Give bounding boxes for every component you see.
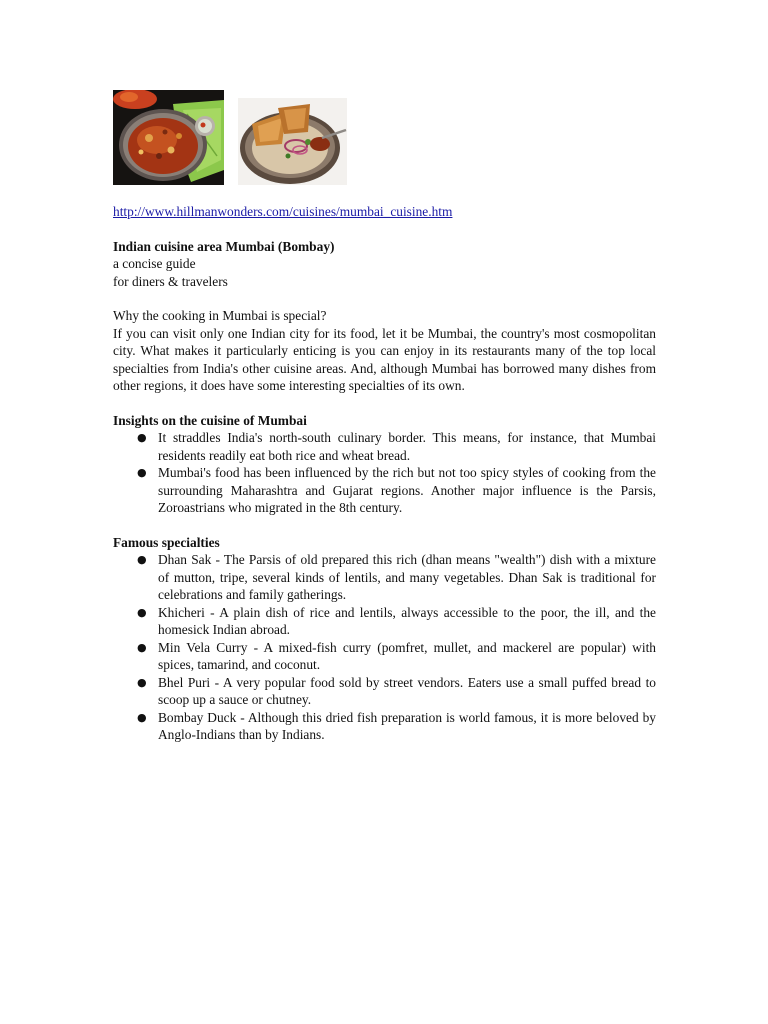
bullet-icon: ● [137,605,147,619]
insights-heading: Insights on the cuisine of Mumbai [113,412,307,428]
insights-section [113,412,656,517]
bullet-icon: ● [137,466,147,479]
list-item-text: It straddles India's north-south culinary border. This means, for instance, that Mumbai residents readily eat both rice and wheat bread. [158,430,656,463]
document-page [113,90,656,744]
why-paragraph: If you can visit only one Indian city for its food, let it be Mumbai, the country's most cosmopolitan city. What makes it particularly enticing is you can enjoy in its restaurants many of the top local specialties from India's other cuisine areas. And, although Mumbai has borrowed many dishes from other regions, it does have some interesting specialties of its own. [113,325,656,393]
list-item [113,639,656,674]
page-title: Indian cuisine area Mumbai (Bombay) [113,238,335,254]
list-item [113,709,656,744]
list-item-text: Mumbai's food has been influenced by the rich but not too spicy styles of cooking from the surrounding Maharashtra and Gujarat regions. Another major influence is the Parsis, Zoroastrians who migrated in the 8th century. [158,465,656,515]
source-link[interactable]: http://www.hillmanwonders.com/cuisines/mumbai_cuisine.htm [113,204,453,219]
subtitle-guide: a concise guide [113,256,196,271]
specialties-list [113,551,656,744]
subtitle-audience: for diners & travelers [113,273,228,289]
list-item-text: Dhan Sak - The Parsis of old prepared this rich (dhan means "wealth") dish with a mixture of mutton, tripe, several kinds of lentils, and many vegetables. Dhan Sak is traditional for celebrations and family gatherings. [158,552,656,602]
list-item [113,604,656,639]
list-item [113,429,656,464]
bullet-icon: ● [137,675,147,689]
list-item-text: Min Vela Curry - A mixed-fish curry (pomfret, mullet, and mackerel are popular) with spices, tamarind, and coconut. [158,639,656,672]
bullet-icon: ● [137,640,147,654]
list-item [113,551,656,604]
specialties-heading: Famous specialties [113,534,220,550]
list-item [113,464,656,517]
specialties-section [113,534,656,744]
why-question: Why the cooking in Mumbai is special? [113,308,327,323]
bullet-icon: ● [137,553,147,566]
list-item-text: Khicheri - A plain dish of rice and lentils, always accessible to the poor, the ill, and the homesick Indian abroad. [158,604,656,637]
bullet-icon: ● [137,431,147,444]
why-section [113,307,656,395]
bullet-icon: ● [137,710,147,724]
insights-list [113,429,656,517]
title-block [113,238,656,291]
list-item-text: Bhel Puri - A very popular food sold by street vendors. Eaters use a small puffed bread to scoop up a sauce or chutney. [158,674,656,707]
image-row [113,90,656,185]
list-item [113,674,656,709]
list-item-text: Bombay Duck - Although this dried fish preparation is world famous, it is more beloved by Anglo-Indians than by Indians. [158,709,656,742]
curry-bowl-photo [113,90,224,185]
samosa-plate-photo [238,98,347,185]
